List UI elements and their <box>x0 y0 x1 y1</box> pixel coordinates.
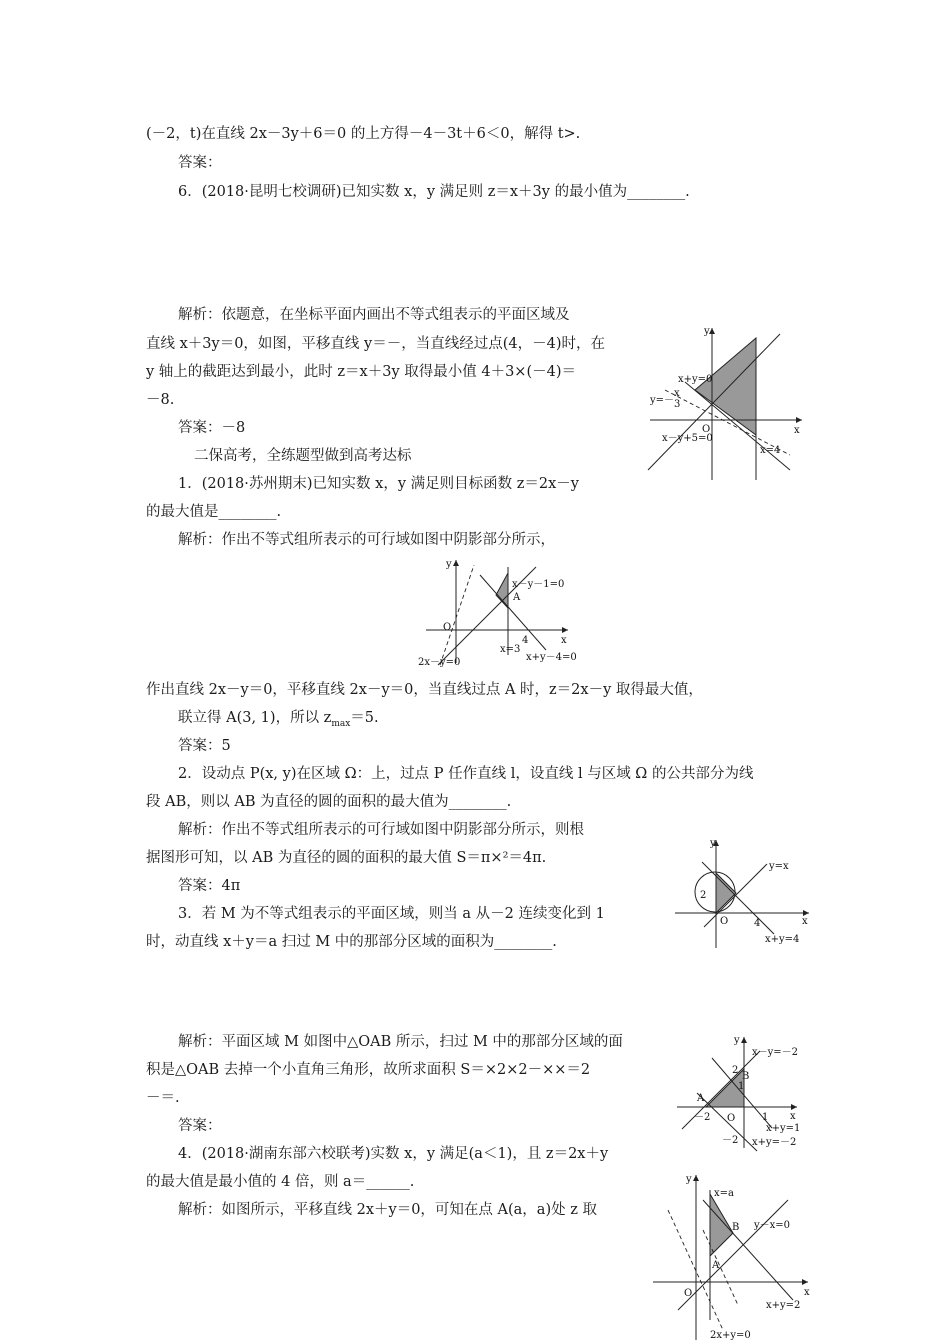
answer-line: 答案：－8 <box>178 420 246 436</box>
origin-label: O <box>702 424 711 435</box>
line-label: x－y－1=0 <box>512 579 565 590</box>
figure-3 <box>672 832 817 952</box>
line-label: x=3 <box>500 644 521 655</box>
line-label: x+y=2 <box>766 1300 801 1311</box>
text-line: 解析：平面区域 M 如图中△OAB 所示，扫过 M 中的那部分区域的面 <box>178 1034 623 1050</box>
text-line: y 轴上的截距达到最小，此时 z＝x＋3y 取得最小值 4＋3×(－4)＝ <box>146 364 576 380</box>
section-heading: 二保高考，全练题型做到高考达标 <box>194 448 412 464</box>
figure-2 <box>418 555 588 670</box>
point-label: B <box>732 1222 740 1233</box>
text-line: 直线 x＋3y＝0，如图，平移直线 y＝－，当直线经过点(4，－4)时，在 <box>146 336 605 352</box>
problem-3: 3．若 M 为不等式组表示的平面区域，则当 a 从－2 连续变化到 1 <box>178 906 605 922</box>
text-line: 作出直线 2x－y＝0，平移直线 2x－y＝0，当直线过点 A 时，z＝2x－y 取得最大值， <box>146 682 703 698</box>
y-axis-label: y <box>710 838 716 849</box>
text-line: 积是△OAB 去掉一个小直角三角形，故所求面积 S＝×2×2－××＝2 <box>146 1062 591 1078</box>
point-label: A <box>513 592 521 603</box>
text-line: 据图形可知，以 AB 为直径的圆的面积的最大值 S＝π×²＝4π. <box>146 850 547 866</box>
text-line: 的最大值是最小值的 4 倍，则 a＝______. <box>146 1174 415 1190</box>
line-label: x－y=－2 <box>752 1047 799 1058</box>
problem-6: 6．(2018·昆明七校调研)已知实数 x，y 满足则 z＝x＋3y 的最小值为________. <box>178 184 690 200</box>
answer-label: 答案： <box>178 155 222 171</box>
line-label: x－y+5=0 <box>662 433 713 444</box>
line-label: y=－ <box>650 395 675 406</box>
tick-label: －2 <box>694 1112 711 1123</box>
x-axis-label: x <box>790 1111 796 1122</box>
tick-label: 4 <box>522 635 529 646</box>
line-label: 2x+y=0 <box>710 1330 751 1341</box>
tick-label: 1 <box>762 1112 769 1123</box>
point-label: A <box>712 1260 720 1271</box>
x-axis-label: x <box>561 635 567 646</box>
tick-label: 4 <box>754 918 761 929</box>
origin-label: O <box>684 1288 693 1299</box>
line-label: x+y=0 <box>678 374 713 385</box>
line-label: x=4 <box>760 445 781 456</box>
text-line: 的最大值是________. <box>146 504 282 520</box>
origin-label: O <box>727 1113 736 1124</box>
figure-5 <box>648 1170 818 1342</box>
line-label: x <box>674 388 680 399</box>
text-line: (－2，t)在直线 2x－3y＋6＝0 的上方得－4－3t＋6＜0，解得 t>. <box>146 126 581 142</box>
problem-1: 1．(2018·苏州期末)已知实数 x，y 满足则目标函数 z＝2x－y <box>178 476 579 492</box>
y-axis-label: y <box>734 1035 740 1046</box>
answer-line: 答案：4π <box>178 878 241 894</box>
line-label: y－x=0 <box>754 1220 791 1231</box>
point-label: A <box>697 1093 705 1104</box>
tick-label: 1 <box>738 1081 745 1092</box>
text-line: 联立得 A(3, 1)，所以 $z_{max}=5$. <box>178 710 379 729</box>
tick-label: 2 <box>732 1065 739 1076</box>
point-label: B <box>742 1071 750 1082</box>
problem-2: 2．设动点 P(x, y)在区域 Ω：上，过点 P 任作直线 l，设直线 l 与区域 Ω 的公共部分为线 <box>178 766 754 782</box>
x-axis-label: x <box>794 425 800 436</box>
line-label: x+y=－2 <box>752 1137 797 1148</box>
tick-label: 2 <box>700 890 707 901</box>
line-label: 3 <box>674 399 681 410</box>
answer-line: 答案：5 <box>178 738 231 754</box>
text-line: 解析：作出不等式组所表示的可行域如图中阴影部分所示， <box>178 532 555 548</box>
line-label: y=x <box>769 861 789 872</box>
text-line: －8. <box>146 392 175 408</box>
line-label: x+y=1 <box>766 1123 801 1134</box>
answer-label: 答案： <box>178 1118 222 1134</box>
text-line: 段 AB，则以 AB 为直径的圆的面积的最大值为________. <box>146 794 512 810</box>
y-axis-label: y <box>704 326 710 337</box>
line-label: x+y=4 <box>765 934 800 945</box>
text-line: 解析：作出不等式组所表示的可行域如图中阴影部分所示，则根 <box>178 822 584 838</box>
text-line: －＝. <box>146 1090 180 1106</box>
figure-4 <box>672 1033 802 1153</box>
figure-1 <box>640 320 810 485</box>
line-label: x=a <box>714 1188 734 1199</box>
line-label: x+y－4=0 <box>526 652 577 663</box>
x-axis-label: x <box>802 916 808 927</box>
origin-label: O <box>720 916 729 927</box>
tick-label: －2 <box>722 1135 739 1146</box>
line-label: 2x－y=0 <box>418 657 461 668</box>
problem-4: 4．(2018·湖南东部六校联考)实数 x，y 满足(a＜1)，且 z＝2x＋y <box>178 1146 609 1162</box>
y-axis-label: y <box>686 1174 692 1185</box>
text-line: 时，动直线 x＋y＝a 扫过 M 中的那部分区域的面积为________. <box>146 934 557 950</box>
text-line: 解析：依题意，在坐标平面内画出不等式组表示的平面区域及 <box>178 307 570 323</box>
x-axis-label: x <box>804 1287 810 1298</box>
y-axis-label: y <box>446 559 452 570</box>
text-line: 解析：如图所示，平移直线 2x＋y＝0，可知在点 A(a，a)处 z 取 <box>178 1202 597 1218</box>
origin-label: O <box>443 622 452 633</box>
